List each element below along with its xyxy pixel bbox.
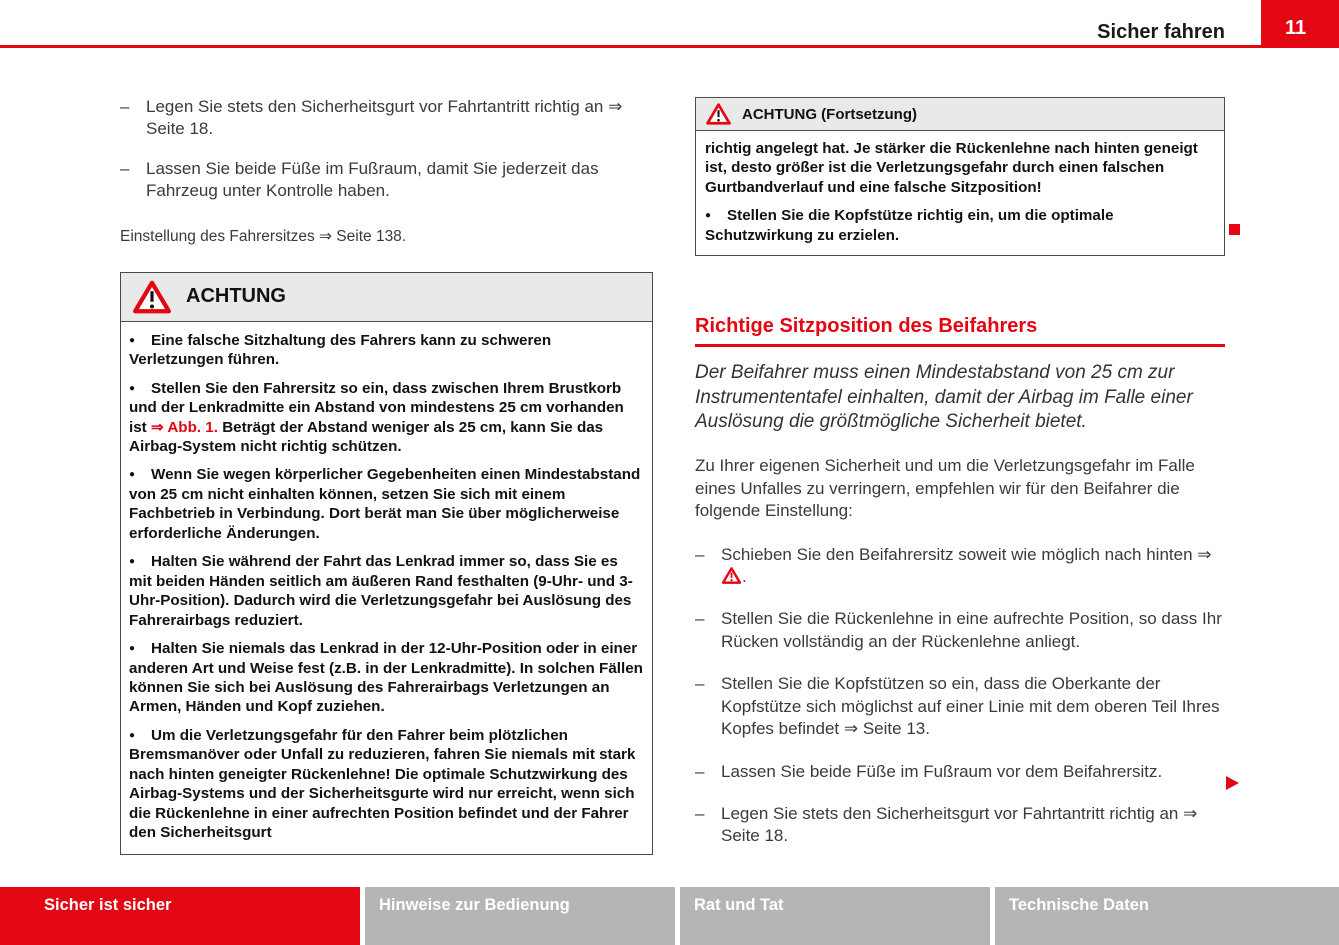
bullet-dot-icon: ● [129, 729, 136, 741]
dash-bullet-icon: – [695, 674, 705, 694]
left-column [120, 96, 653, 855]
text: Einstellung des Fahrersitzes [120, 227, 320, 245]
bullet-dot-icon: ● [129, 643, 136, 655]
page-ref-link[interactable]: ⇒ Seite 18. [146, 97, 623, 139]
red-arrow-marker [1226, 776, 1239, 790]
dash-bullet-icon: – [695, 761, 705, 781]
warning-box-header [121, 273, 652, 322]
text: Stellen Sie den Fahrersitz so ein, dass zwischen Ihrem Brustkorb und der Lenkradmitte ein Abstand von mindestens 25 cm vorhanden ist [129, 379, 624, 436]
dash-bullet-icon: – [695, 804, 705, 824]
text: Wenn Sie wegen körperlicher Gegebenheiten einen Mindestabstand von 25 cm nicht einhalten können, setzen Sie sich mit einem Fachbetrieb in Verbindung. Dort berät man Sie über möglicherweise erforderliche Änderungen. [129, 466, 641, 542]
list-item [120, 158, 653, 203]
warning-box-continuation [695, 97, 1225, 256]
header-rule [0, 45, 1339, 48]
page-ref-link[interactable]: ⇒ Seite 13. [843, 719, 930, 739]
warning-box-header [696, 98, 1224, 131]
list-item [120, 96, 653, 141]
text: . [742, 566, 747, 586]
list-item-text [721, 544, 1225, 589]
warning-bullet [705, 206, 1215, 245]
text: Legen Sie stets den Sicherheitsgurt vor Fahrtantritt richtig an [721, 804, 1184, 824]
warning-bullet [129, 379, 644, 457]
list-item [695, 761, 1225, 783]
text: Legen Sie stets den Sicherheitsgurt vor Fahrtantritt richtig an [146, 97, 609, 116]
text: Schieben Sie den Beifahrersitz soweit wie möglich nach hinten ⇒ [721, 544, 1212, 564]
footer-tab-sicher-ist-sicher: Sicher ist sicher [0, 887, 360, 945]
page-ref-link[interactable]: ⇒ Seite 18. [721, 804, 1198, 846]
text: Stellen Sie die Kopfstützen so ein, dass die Oberkante der Kopfstütze sich möglichst auf einer Linie mit dem oberen Teil Ihres Kopfes befindet [721, 674, 1220, 739]
list-item [695, 544, 1225, 589]
page-title: Sicher fahren [1097, 21, 1225, 43]
warning-bullet [129, 726, 644, 843]
warning-bullet [129, 331, 644, 370]
warning-triangle-icon [706, 103, 731, 125]
text: Lassen Sie beide Füße im Fußraum, damit Sie jederzeit das Fahrzeug unter Kontrolle haben. [146, 158, 599, 201]
text: Lassen Sie beide Füße im Fußraum vor dem Beifahrersitz. [721, 761, 1163, 781]
list-item-text [146, 158, 653, 203]
bullet-dot-icon: ● [129, 556, 136, 568]
text: Halten Sie niemals das Lenkrad in der 12-Uhr-Position oder in einer anderen Art und Weise fest (z.B. in der Lenkradmitte). In solchen Fällen können Sie sich bei Auslösung des Fahrerairbags Verletzungen an Armen, Händen und Kopf zuziehen. [129, 640, 643, 716]
bullet-dot-icon: ● [129, 469, 136, 481]
text: Stellen Sie die Kopfstütze richtig ein, um die optimale Schutzwirkung zu erzielen. [705, 207, 1114, 244]
figure-ref-link[interactable]: ⇒ Abb. 1. [150, 418, 218, 436]
warning-bullet [129, 552, 644, 630]
list-item [695, 803, 1225, 848]
page-number: 11 [1285, 17, 1307, 39]
section-heading: Richtige Sitzposition des Beifahrers [695, 315, 1225, 347]
red-square-marker [1229, 224, 1240, 235]
warning-box-body [121, 322, 652, 854]
warning-box-title: ACHTUNG (Fortsetzung) [742, 105, 917, 123]
text: Halten Sie während der Fahrt das Lenkrad immer so, dass Sie es mit beiden Händen seitlich am äußeren Rand festhalten (9-Uhr- und 3-Uhr-Position). Dadurch wird die Verletzungsgefahr bei Auslösung des Fahrerairbags reduziert. [129, 553, 633, 629]
text: Beträgt der Abstand weniger als 25 cm, kann Sie das Airbag-System nicht richtig schützen. [129, 418, 604, 456]
warning-box-body [696, 131, 1224, 255]
section-lead: Der Beifahrer muss einen Mindestabstand von 25 cm zur Instrumententafel einhalten, damit der Airbag im Falle einer Auslösung die größtmögliche Sicherheit bietet. [695, 362, 1193, 432]
text: Eine falsche Sitzhaltung des Fahrers kann zu schweren Verletzungen führen. [129, 331, 552, 369]
list-item-text [146, 96, 653, 141]
instruction-list [695, 544, 1225, 848]
warning-paragraph: richtig angelegt hat. Je stärker die Rückenlehne nach hinten geneigt ist, desto größer ist die Verletzungsgefahr durch einen falschen Gurtbandverlauf und eine falsche Sitzposition! [705, 140, 1198, 196]
list-item [695, 673, 1225, 740]
list-item [695, 608, 1225, 653]
dash-bullet-icon: – [695, 609, 705, 629]
section-paragraph: Zu Ihrer eigenen Sicherheit und um die Verletzungsgefahr im Falle eines Unfalles zu verringern, empfehlen wir für den Beifahrer die folgende Einstellung: [695, 456, 1195, 521]
dash-bullet-icon: – [120, 97, 130, 116]
dash-bullet-icon: – [120, 158, 130, 178]
text: Um die Verletzungsgefahr für den Fahrer beim plötzlichen Bremsmanöver oder Unfall zu reduzieren, fahren Sie niemals mit stark nach hinten geneigter Rückenlehne! Die optimale Schutzwirkung des Airbag-Systems und der Sicherheitsgurte wird nur erreicht, wenn sich die Rückenlehne in einer aufrechten Position befindet und der Fahrer den Sicherheitsgurt [129, 726, 636, 842]
text: Stellen Sie die Rückenlehne in eine aufrechte Position, so dass Ihr Rücken vollständig an der Rückenlehne anliegt. [721, 609, 1222, 651]
warning-triangle-icon [722, 567, 741, 584]
warning-triangle-icon [133, 280, 171, 314]
warning-bullet [129, 465, 644, 543]
list-item-text [721, 761, 1225, 783]
bullet-dot-icon: ● [705, 210, 712, 222]
list-item-text [721, 608, 1225, 653]
dash-bullet-icon: – [695, 544, 705, 564]
page-ref-link[interactable]: ⇒ Seite 138. [319, 227, 407, 245]
footer-tab-hinweise-zur-bedienung: Hinweise zur Bedienung [365, 887, 675, 945]
warning-bullet [129, 639, 644, 717]
list-item-text [721, 803, 1225, 848]
warning-box [120, 272, 653, 855]
bullet-dot-icon: ● [129, 334, 136, 346]
right-column [695, 97, 1225, 848]
list-item-text [721, 673, 1225, 740]
bullet-dot-icon: ● [129, 382, 136, 394]
footer-tab-technische-daten: Technische Daten [995, 887, 1339, 945]
warning-box-title: ACHTUNG [186, 285, 286, 308]
footer-tab-bar [0, 887, 1339, 945]
seat-adjust-note [120, 227, 653, 246]
footer-tab-rat-und-tat: Rat und Tat [680, 887, 990, 945]
page-number-badge [1261, 0, 1339, 48]
